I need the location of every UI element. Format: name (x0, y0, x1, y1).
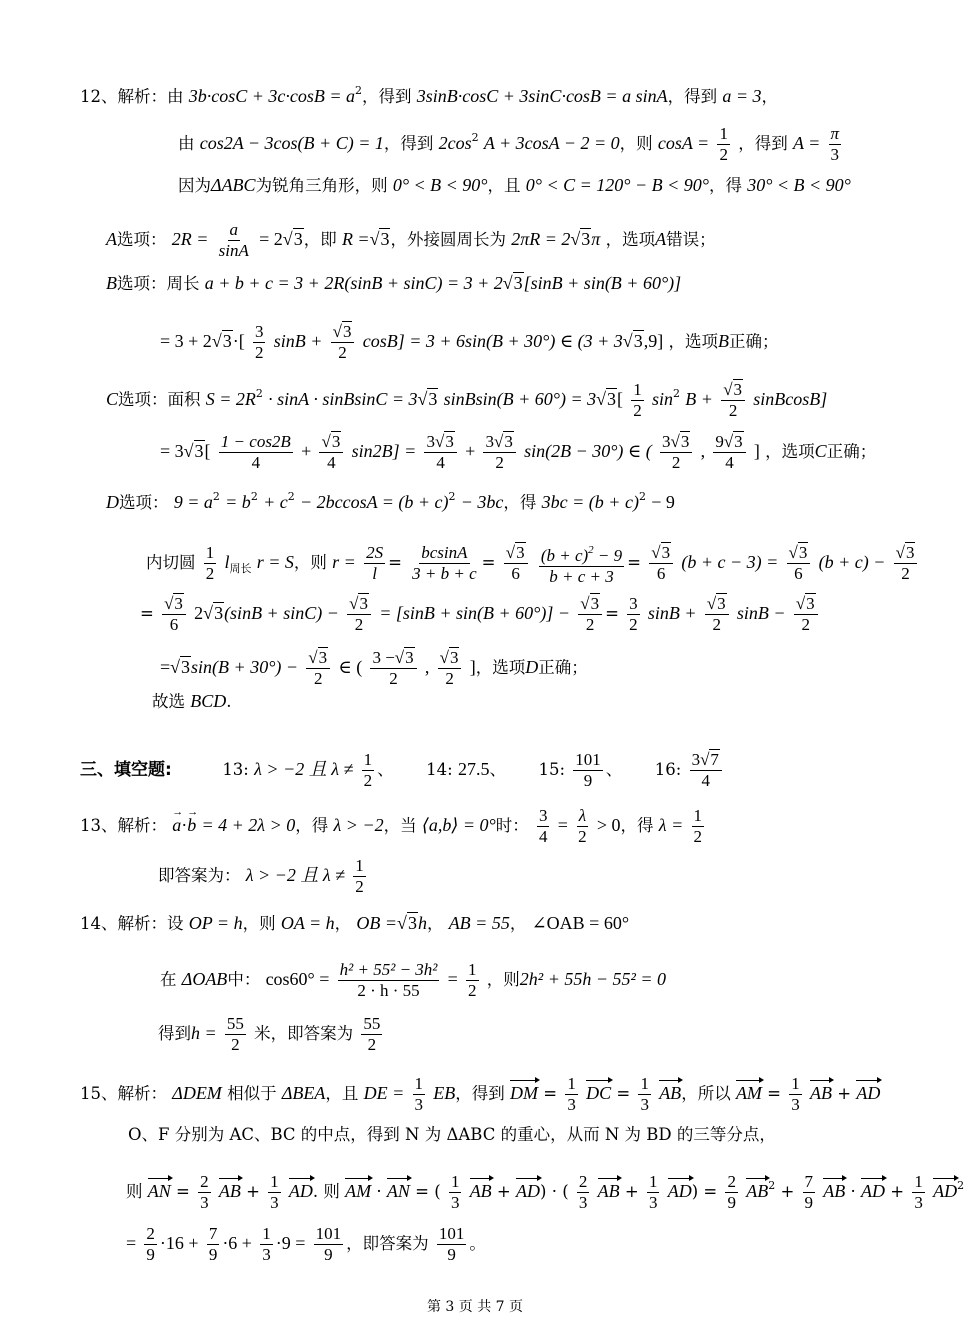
q14-line-1: 14、解析：设 OP = h，则 OA = h， OB =√ 3h， AB = 55， ∠OAB = 60° (80, 912, 629, 935)
q15-line-2: O、F 分别为 AC、BC 的中点，得到 N 为 ΔABC 的重心，从而 N 为 BD 的三等分点， (128, 1125, 776, 1144)
q15-line-1: 15、解析： ΔDEM 相似于 ΔBEA，且 DE = $\frac{1}{3}$ EB，得到 DM = $\frac{1}{3}$ DC = $\frac{1}{3}$ AB，所以 AM = $\frac{1}{3}$ AB + AD (80, 1074, 881, 1114)
q12-option-d-4: =√ 3sin(B + 30°) − √ $\frac{3}{2}$ ∈ ( $\frac{3 -√ 3}{2}$ , √ $\frac{3}{2}$ ]，选项D正确； (160, 648, 588, 689)
section-3-answers: 三、填空题: 13: λ > −2 且 λ ≠ $\frac{1}{2}$ 、 14: 27.5、 15: $\frac{101}{9}$ 、 16: $\frac{3√ 7}{4}$ (80, 750, 725, 791)
q12-option-d: D选项： $9 = a^2 = b^2 + c^2 - 2bccosA = (b + c)^2 - 3bc$，得 $3bc = (b + c)^2 - 9$ (106, 490, 675, 512)
q14-line-2: 在 ΔOAB中： cos60° = $\frac{\text{h² + 55² − 3h²}}{2 \cdot h \cdot 55}$ = $\frac{1}{2}$ ，则2h² + 55h − 55² = 0 (160, 960, 667, 1000)
q12-option-b-2: = 3 + 2√ 3·[ $\frac{3}{2}$ sinB + √ $\frac{3}{2}$ cosB] = 3 + 6sin(B + 30°) ∈ (3 + 3√ 3,9] ，选项B正确； (160, 322, 778, 363)
section-title: 三、填空题: (80, 760, 172, 780)
q12-label: 12、解析： (80, 87, 167, 106)
q12-option-d-3: = √ $\frac{3}{6}$ 2√ 3(sinB + sinC) − √ $\frac{3}{2}$ = [sinB + sin(B + 60°)] − √ $\frac{3}{2}$ = $\frac{3}{2}$ sinB + √ $\frac{3}{2}$ sinB − √ $\frac{3}{2}$ (140, 594, 821, 635)
q12-option-c-2: = 3√ 3[ $\frac{1 - \cos 2B}{4}$ + √ $\frac{3}{4}$ sin2B] = $\frac{3√ 3}{4}$ + $\frac{3√ 3}{2}$ sin(2B − 30°) ∈ ( $\frac{3√ 3}{2}$ , $\frac{9√ 3}{4}$ ] ，选项C正确； (160, 432, 876, 473)
q12-line-1: 12、解析：由 $3b\cdot\cos C + 3c\cdot\cos B = a^2$，得到 3sinB·cosC + 3sinC·cosB = a sinA，得到 a = 3， (80, 84, 778, 106)
q13-label: 13、解析： (80, 816, 167, 835)
q12-line-3: 因为ΔABC为锐角三角形，则 0° < B < 90°，且 0° < C = 120° − B < 90°，得 30° < B < 90° (178, 175, 851, 195)
q12-option-c: C选项：面积 $S = 2R^2 \cdot \sin A$ · sinBsinC = 3√ 3 sinBsin(B + 60°) = 3√ 3[ $\frac{1}{2}$ $\sin^2 B$ + √ $\frac{3}{2}$ sinBcosB] (106, 380, 827, 421)
q12-option-d-2: 内切圆 $\frac{1}{2}$ $l_{周长}$ r = S，则 r = $\frac{2S}{l}$ = $\frac{bcsinA}{3 + b + c}$ = √ $\frac{3}{6}$ $\frac{(b + c)^2 - 9}{b + c + 3}$ = √ $\frac{3}{6}$ (b + c − 3) = √ $\frac{3}{6}$ (b + c) − √ $\frac{3}{2}$ (146, 540, 920, 587)
fraction: $\frac{1}{2}$ (719, 124, 728, 164)
q12-option-a: A选项： 2R = $\frac{a}{\sin A}$ = 2√ 3，即 R =√ 3，外接圆周长为 2πR = 2√ 3π ，选项A错误； (106, 220, 716, 261)
q15-label: 15、解析： (80, 1084, 167, 1103)
q15-line-3: 则 AN = $\frac{2}{3}$ AB + $\frac{1}{3}$ AD. 则 AM · AN = ( $\frac{1}{3}$ AB + AD) · ( $\frac{2}{3}$ AB + $\frac{1}{3}$ AD) = $\frac{2}{9}$ $AB^2$ + $\frac{7}{9}$ AB · AD + $\frac{1}{3}$ $AD^2$ (126, 1172, 964, 1212)
q13-answer: 即答案为： λ > −2 且 λ ≠ $\frac{1}{2}$ (158, 856, 364, 896)
q14-label: 14、解析： (80, 914, 167, 933)
page-footer: 第 3 页 共 7 页 (426, 1299, 524, 1315)
fraction: $\frac{\pi}{3}$ (830, 124, 840, 164)
q14-line-3: 得到h = $\frac{55}{2}$ 米，即答案为 $\frac{55}{2}$ (158, 1014, 381, 1054)
q15-line-4: = $\frac{2}{9}$ ·16 + $\frac{7}{9}$ ·6 + $\frac{1}{3}$ ·9 = $\frac{101}{9}$ ，即答案为 $\frac{101}{9}$ 。 (126, 1224, 486, 1264)
q12-conclusion: 故选 BCD. (152, 691, 232, 711)
q13-line-1: 13、解析： → a·→ b = 4 + 2λ > 0，得 λ > −2，当 ⟨a,b⟩ = 0°时： $\frac{3}{4}$ = $\frac{\lambda}{2}$ > 0，得 λ = $\frac{1}{2}$ (80, 806, 707, 847)
q12-line-2: 由 cos2A − 3cos(B + C) = 1，得到 $2\cos^2$ A + 3cosA − 2 = 0，则 cosA = $\frac{1}{2}$ ，得到 A = $\frac{\pi}{3}$ (178, 124, 840, 164)
q12-option-b: B选项：周长 a + b + c = 3 + 2R(sinB + sinC) = 3 + 2√ 3[sinB + sin(B + 60°)] (106, 272, 681, 295)
